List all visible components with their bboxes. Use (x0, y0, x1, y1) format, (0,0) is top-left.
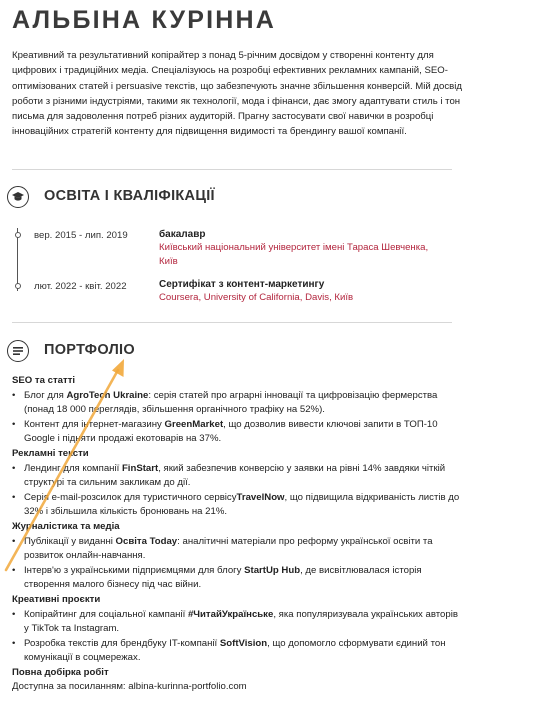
education-institution: Coursera, University of California, Davis, Київ (159, 292, 354, 303)
portfolio-item: • Лендинг для компанії FinStart, який забезпечив конверсію у заявки на рівні 14% завдяки чіткій структурі та сильним закликам до дії. (12, 462, 464, 491)
portfolio-item: • Публікації у виданні Освіта Today: аналітичні матеріали про реформу української освіти та розвиток онлайн-навчання. (12, 535, 464, 564)
portfolio-item: • Блог для AgroTech Ukraine: серія статей про аграрні інновації та цифровізацію фермерства (понад 18 000 переглядів, збільшення органічного трафіку на 52%). (12, 389, 464, 418)
portfolio-section-title: ПОРТФОЛІО (44, 342, 135, 358)
education-institution: Київський національний університет імені Тараса Шевченка, Київ (159, 242, 429, 267)
portfolio-item: • Серія e-mail-розсилок для туристичного сервісуTravelNow, що підвищила відкриваність листів до 32% і збільшила кількість бронювань на 21%. (12, 491, 464, 520)
portfolio-link-text[interactable]: Доступна за посиланням: albina-kurinna-portfolio.com (12, 681, 247, 693)
education-degree: бакалавр (159, 229, 206, 240)
education-section-title: ОСВІТА І КВАЛІФІКАЦІЇ (44, 188, 215, 204)
portfolio-group-heading: SEO та статті (12, 375, 76, 386)
portfolio-item: • Копірайтинг для соціальної кампанії #ЧитайУкраїнське, яка популяризувала українських авторів у TikTok та Instagram. (12, 608, 464, 637)
profile-summary: Креативний та результативний копірайтер з понад 5-річним досвідом у створенні контенту для цифрових і традиційних медіа. Спеціалізуюсь на розробці ефективних рекламних кампаній, SEO-оптимізованих статей і persuasive текстів, що забезпечують значне збільшення конверсій. Мій досвід роботи з різними індустріями, такими як технології, мода і фінанси, дає змогу адаптувати стиль і тон письма для задоволення потреб різних аудиторій. Прагну застосувати свої навички в розробці інноваційних стратегій контенту для підвищення видимості та брендингу вашої компанії. (12, 50, 462, 138)
education-date: лют. 2022 - квіт. 2022 (34, 281, 127, 292)
portfolio-group-heading: Креативні проєкти (12, 593, 101, 605)
portfolio-group-heading: Повна добірка робіт (12, 666, 109, 678)
portfolio-group-heading: Рекламні тексти (12, 447, 89, 459)
portfolio-group-heading: Журналістика та медіа (12, 520, 120, 532)
portfolio-item: • Інтерв'ю з українськими підприємцями для блогу StartUp Hub, де висвітлювалася історія створення малого бізнесу під час війни. (12, 564, 464, 593)
portfolio-item: • Контент для інтернет-магазину GreenMarket, що дозволив вивести ключові запити в ТОП-10 Google і підняти продажі екотоварів на 37%. (12, 418, 464, 447)
education-date: вер. 2015 - лип. 2019 (34, 230, 128, 241)
education-degree: Сертифікат з контент-маркетингу (159, 279, 325, 290)
resume-name: АЛЬБІНА КУРІННА (12, 6, 277, 34)
portfolio-item: • Розробка текстів для брендбуку IT-компанії SoftVision, що допомогло сформувати єдиний тон комунікації в соцмережах. (12, 637, 464, 666)
